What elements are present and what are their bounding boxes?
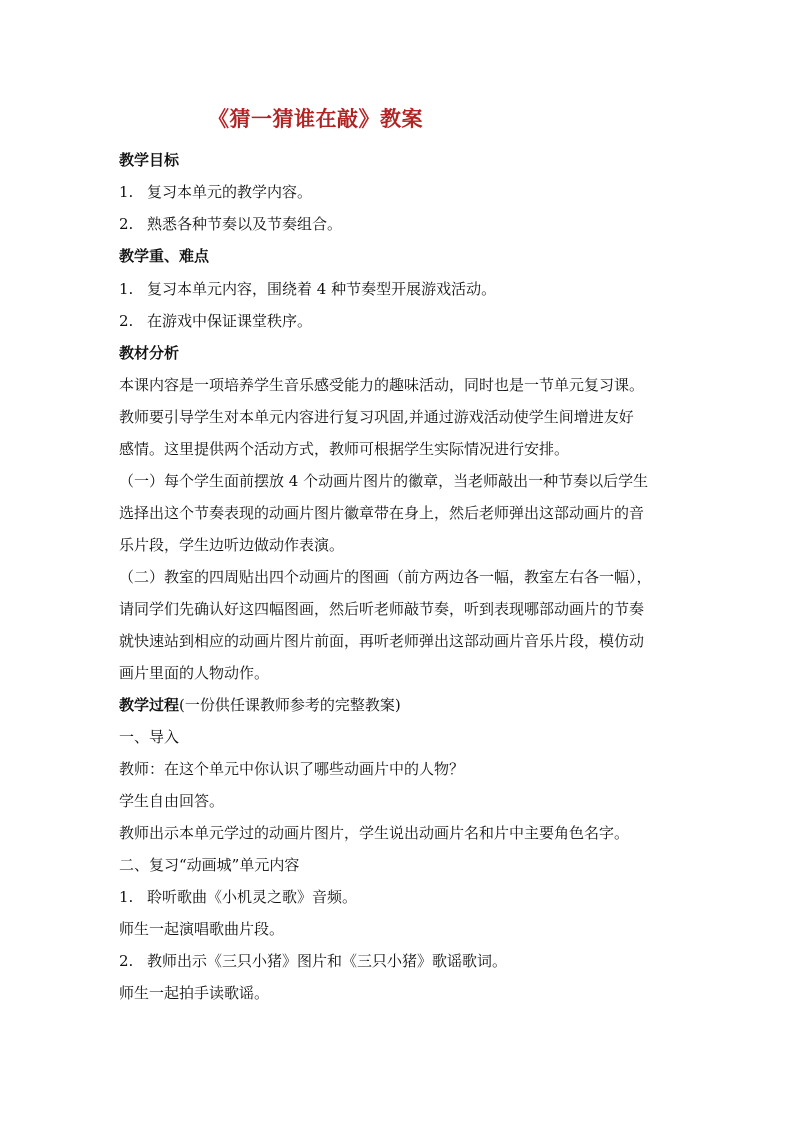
- paragraph-line: 乐片段，学生边听边做动作表演。: [119, 536, 345, 554]
- list-text: 聆听歌曲《小机灵之歌》音频。: [147, 888, 358, 906]
- paragraph-line: 画片里面的人物动作。: [119, 664, 270, 682]
- paragraph-line: 二、复习“动画城”单元内容: [119, 856, 300, 874]
- list-text: 复习本单元内容，围绕着 4 种节奏型开展游戏活动。: [147, 280, 497, 298]
- list-text: 教师出示《三只小猪》图片和《三只小猪》歌谣歌词。: [147, 952, 508, 970]
- goal-item: [119, 182, 312, 202]
- list-number: 2.: [119, 312, 134, 330]
- list-number: 2.: [119, 952, 134, 970]
- list-number: 2.: [119, 215, 134, 233]
- paragraph-line: （二）教室的四周贴出四个动画片的图画（前方两边各一幅，教室左右各一幅），: [119, 568, 652, 586]
- paragraph-line: 就快速站到相应的动画片图片前面，再听老师弹出这部动画片音乐片段，模仿动: [119, 632, 645, 650]
- process-item: [119, 887, 357, 907]
- process-heading-note: (一份供任课教师参考的完整教案): [179, 696, 401, 714]
- list-text: 师生一起演唱歌曲片段。: [119, 920, 285, 938]
- key-point-item: [119, 311, 312, 331]
- paragraph-line: 教师出示本单元学过的动画片图片，学生说出动画片名和片中主要角色名字。: [119, 824, 630, 842]
- paragraph-line: （一）每个学生面前摆放 4 个动画片图片的徽章，当老师敲出一种节奏以后学生: [119, 472, 649, 490]
- paragraph-line: 教师要引导学生对本单元内容进行复习巩固,并通过游戏活动使学生间增进友好: [119, 408, 634, 426]
- list-text: 熟悉各种节奏以及节奏组合。: [147, 215, 343, 233]
- list-text: 复习本单元的教学内容。: [147, 183, 313, 201]
- paragraph-line: 请同学们先确认好这四幅图画，然后听老师敲节奏，听到表现哪部动画片的节奏: [119, 600, 645, 618]
- document-title: 《猜一猜谁在敲》教案: [208, 106, 423, 131]
- paragraph-line: 教师：在这个单元中你认识了哪些动画片中的人物？: [119, 760, 465, 778]
- key-point-item: [119, 279, 496, 299]
- process-heading: 教学过程: [119, 696, 180, 714]
- process-item: [119, 919, 284, 939]
- analysis-heading: 教材分析: [119, 344, 180, 362]
- paragraph-line: 一、导入: [119, 728, 180, 746]
- paragraph-line: 感情。这里提供两个活动方式，教师可根据学生实际情况进行安排。: [119, 440, 570, 458]
- list-number: 1.: [119, 183, 134, 201]
- key-points-heading: 教学重、难点: [119, 247, 210, 265]
- paragraph-line: 本课内容是一项培养学生音乐感受能力的趣味活动，同时也是一节单元复习课。: [119, 376, 645, 394]
- process-heading-line: [119, 695, 401, 715]
- process-item: [119, 983, 269, 1003]
- paragraph-line: 选择出这个节奏表现的动画片图片徽章带在身上，然后老师弹出这部动画片的音: [119, 504, 645, 522]
- list-text: 师生一起拍手读歌谣。: [119, 984, 270, 1002]
- paragraph-line: 学生自由回答。: [119, 792, 225, 810]
- goal-item: [119, 214, 342, 234]
- goals-heading: 教学目标: [119, 151, 180, 169]
- process-item: [119, 951, 507, 971]
- list-number: 1.: [119, 888, 134, 906]
- list-number: 1.: [119, 280, 134, 298]
- list-text: 在游戏中保证课堂秩序。: [147, 312, 313, 330]
